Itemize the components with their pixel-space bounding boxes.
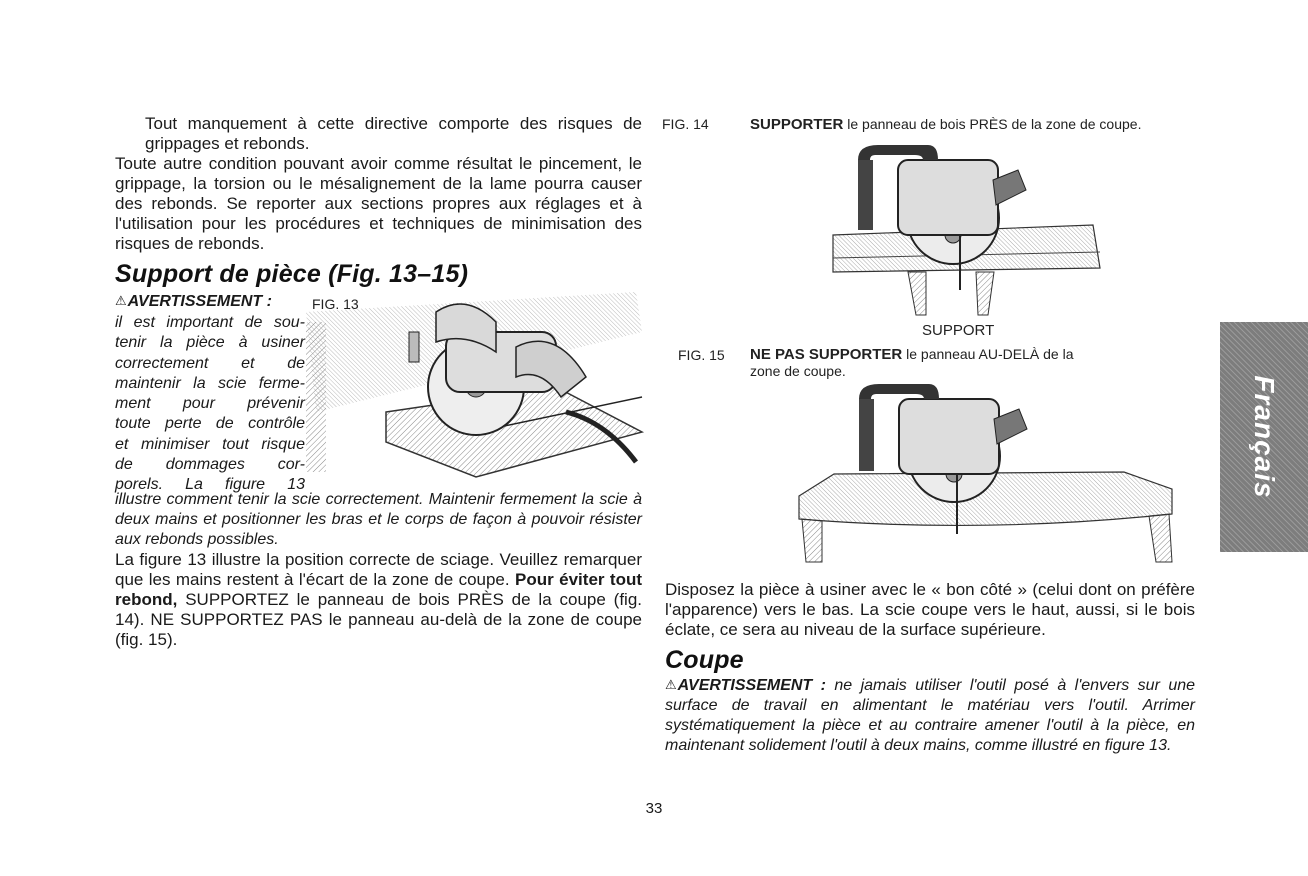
warning2-label: AVERTISSEMENT : xyxy=(677,677,826,694)
section-heading-coupe: Coupe xyxy=(665,646,744,674)
fig15-caption-line1 xyxy=(750,346,1073,363)
fig14-caption-text: le panneau de bois PRÈS de la zone de coupe. xyxy=(847,116,1142,132)
fig15-label: FIG. 15 xyxy=(678,347,725,363)
fig15-illustration xyxy=(794,384,1179,566)
warning-triangle-icon: ⚠ xyxy=(665,677,677,692)
fig15-caption-bold: NE PAS SUPPORTER xyxy=(750,346,903,363)
left-column-lower xyxy=(115,490,642,650)
paragraph-figure13-bold: Pour éviter tout rebond, xyxy=(115,570,643,609)
paragraph-figure13-text-a: La figure 13 illustre la position correcte de sciage. Veuillez remarquer que les mains restent à l'écart de la zone de coupe. xyxy=(115,550,642,589)
fig14-caption-bold: SUPPORTER xyxy=(750,116,844,133)
language-side-tab-label: Français xyxy=(1249,375,1280,499)
page-number: 33 xyxy=(645,800,663,817)
fig14-caption xyxy=(750,116,1141,133)
warning-line: correctement et de xyxy=(115,354,305,372)
warning-triangle-icon: ⚠ xyxy=(115,293,127,308)
warning-line: porels. La figure 13 xyxy=(115,476,305,494)
warning-block-support xyxy=(115,290,305,496)
paragraph-good-side: Disposez la pièce à usiner avec le « bon côté » (celui dont on préfère l'apparence) vers le bas. La scie coupe vers le haut, aussi, si le bois éclate, ce sera au niveau de la surface supérieure. xyxy=(665,580,1195,639)
right-column-text xyxy=(665,580,1195,756)
support-label: SUPPORT xyxy=(922,322,995,339)
fig15-caption-text1: le panneau AU-DELÀ de la xyxy=(906,346,1074,362)
left-column xyxy=(115,114,642,289)
warning-line: de dommages cor- xyxy=(115,456,305,474)
paragraph-directive xyxy=(115,114,642,154)
fig15-caption xyxy=(750,346,1073,380)
warning-line: toute perte de contrôle xyxy=(115,415,305,433)
warning-label: AVERTISSEMENT : xyxy=(127,293,272,310)
paragraph-conditions: Toute autre condition pouvant avoir comme résultat le pincement, le grippage, la torsion ou le mésalignement de la lame pourra causer des rebonds. Se reporter aux sections propres aux réglages et à l'utilisation pour les procédures et techniques de minimisation des risques de rebonds. xyxy=(115,154,642,253)
paragraph-figure13-text-b: SUPPORTEZ le panneau de bois PRÈS de la coupe (fig. 14). NE SUPPORTEZ PAS le panneau au-delà de la zone de coupe (fig. 15). xyxy=(115,590,643,649)
fig13-label: FIG. 13 xyxy=(312,296,359,312)
section-heading-support: Support de pièce (Fig. 13–15) xyxy=(115,260,469,288)
warning-continuation: illustre comment tenir la scie correctement. Maintenir fermement la scie à deux mains et positionner les bras et le corps de façon à pouvoir résister aux rebonds possibles. xyxy=(115,491,642,548)
fig14-illustration xyxy=(828,140,1108,320)
fig13-illustration xyxy=(306,292,646,482)
warning-line: et minimiser tout risque xyxy=(115,435,305,453)
fig15-caption-text2: zone de coupe. xyxy=(750,363,846,379)
warning-narrow-text xyxy=(115,313,305,496)
fig14-label: FIG. 14 xyxy=(662,116,709,132)
language-side-tab xyxy=(1220,322,1308,552)
warning2-text: ne jamais utiliser l'outil posé à l'envers sur une surface de travail en alimentant le matériau vers l'outil. Arrimer systématiquement la pièce et au contraire amener l'outil à la pièce, en maintenant solidement l'outil à deux mains, comme illustré en figure 13. xyxy=(665,677,1196,754)
warning-line: tenir la pièce à usiner xyxy=(115,334,305,352)
warning-header xyxy=(115,290,305,313)
warning-line: il est important de sou- xyxy=(115,314,305,331)
warning-line: ment pour prévenir xyxy=(115,395,305,413)
paragraph-figure13 xyxy=(115,550,642,650)
warning-block-coupe xyxy=(665,675,1195,756)
warning-line: maintenir la scie ferme- xyxy=(115,374,305,392)
paragraph-directive-text: Tout manquement à cette directive comporte des risques de grippages et rebonds. xyxy=(145,114,642,153)
